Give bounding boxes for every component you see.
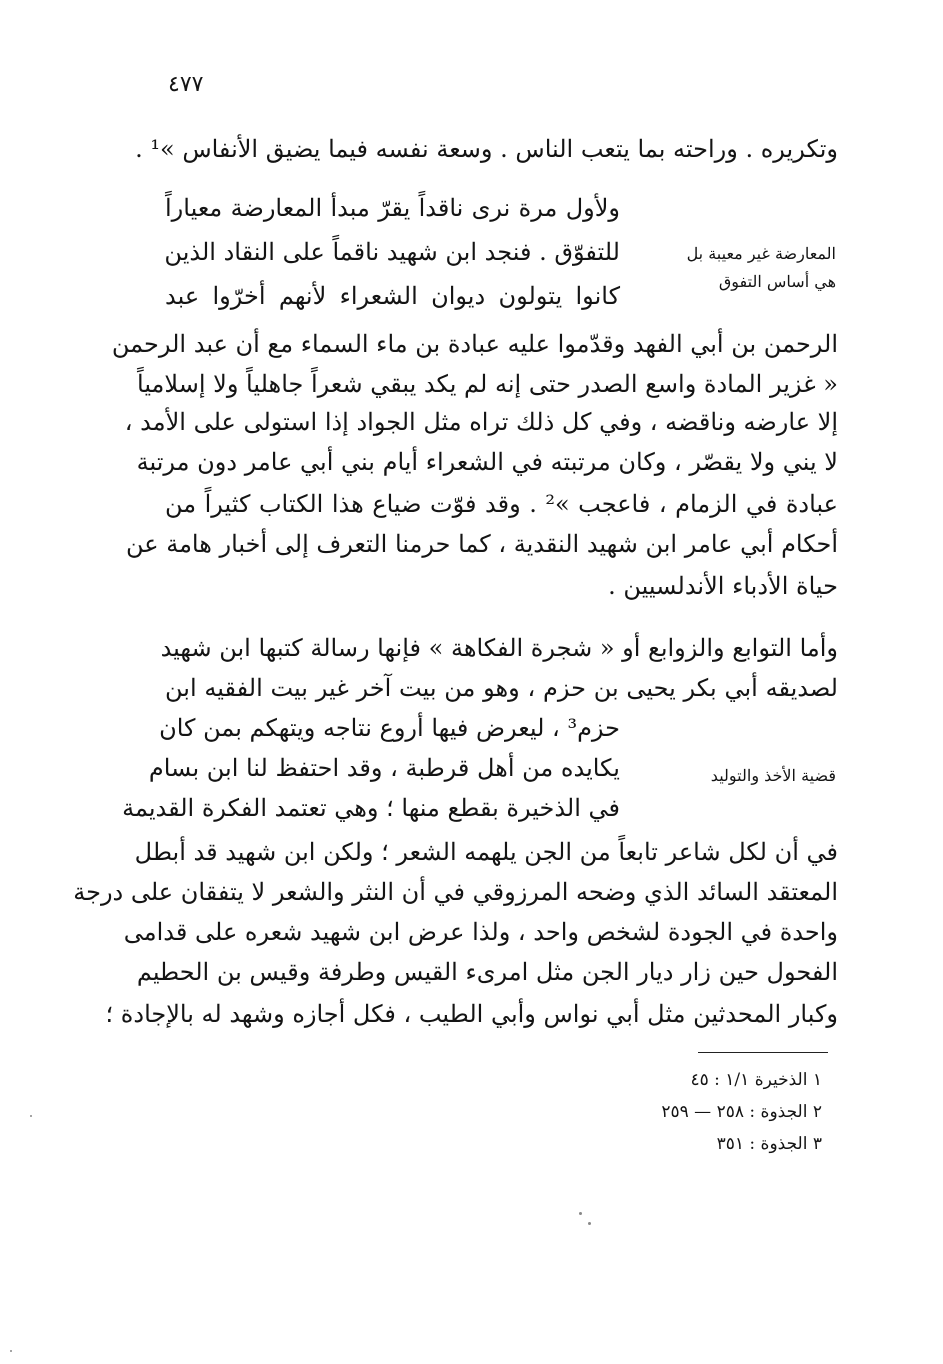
scan-speck [30, 1115, 32, 1117]
text-line: إلا عارضه وناقضه ، وفي كل ذلك تراه مثل الجواد إذا استولى على الأمد ، [124, 408, 838, 436]
text-line: وكبار المحدثين مثل أبي نواس وأبي الطيب ، فكل أجازه وشهد له بالإجادة ؛ [105, 1000, 838, 1028]
scan-speck [588, 1222, 591, 1225]
text-line: عبادة في الزمام ، فاعجب »² . وقد فوّت ضياع هذا الكتاب كثيراً من [165, 490, 838, 518]
scan-speck [579, 1212, 582, 1215]
scan-speck [10, 1350, 12, 1352]
text-line: المعتقد السائد الذي وضحه المرزوقي في أن النثر والشعر لا يتفقان على درجة [73, 878, 838, 906]
text-line: لا يني ولا يقصّر ، وكان مرتبته في الشعراء أيام بني أبي عامر دون مرتبة [136, 448, 838, 476]
footnote: ٣ الجذوة : ٣٥١ [716, 1134, 822, 1154]
page-number: ٤٧٧ [168, 72, 204, 97]
text-line: « غزير المادة واسع الصدر حتى إنه لم يكد يبقي شعراً جاهلياً ولا إسلامياً [137, 370, 838, 398]
margin-note-line: المعارضة غير معيبة بل [686, 244, 836, 263]
text-line: الرحمن بن أبي الفهد وقدّموا عليه عبادة بن ماء السماء مع أن عبد الرحمن [111, 330, 838, 358]
text-line: أحكام أبي عامر ابن شهيد النقدية ، كما حرمنا التعرف إلى أخبار هامة عن [125, 530, 838, 558]
text-line: وتكريره . وراحته بما يتعب الناس . وسعة نفسه فيما يضيق الأنفاس »¹ . [135, 135, 838, 163]
text-line: حزم³ ، ليعرض فيها أروع نتاجه ويتهكم بمن كان [159, 714, 620, 742]
footnote-divider [698, 1052, 828, 1053]
footnote: ١ الذخيرة ١/١ : ٤٥ [690, 1070, 822, 1090]
margin-note-line: قضية الأخذ والتوليد [710, 766, 836, 785]
text-line: ولأول مرة نرى ناقداً يقرّ مبدأ المعارضة معياراً [165, 194, 620, 222]
margin-note-line: هي أساس التفوق [718, 272, 836, 291]
text-line: يكايده من أهل قرطبة ، وقد احتفظ لنا ابن بسام [148, 754, 620, 782]
text-line: في الذخيرة بقطع منها ؛ وهي تعتمد الفكرة القديمة [122, 794, 620, 822]
text-line: وأما التوابع والزوابع أو « شجرة الفكاهة » فإنها رسالة كتبها ابن شهيد [160, 634, 838, 662]
text-line: حياة الأدباء الأندلسيين . [608, 572, 838, 600]
text-line: لصديقه أبي بكر يحيى بن حزم ، وهو من بيت آخر غير بيت الفقيه ابن [165, 674, 838, 702]
text-line: للتفوّق . فنجد ابن شهيد ناقماً على النقاد الذين [164, 238, 620, 266]
text-line: واحدة في الجودة لشخص واحد ، ولذا عرض ابن شهيد شعره على قدامى [123, 918, 838, 946]
text-line: كانوا يتولون ديوان الشعراء لأنهم أخرّوا عبد [165, 282, 620, 310]
text-line: الفحول حين زار ديار الجن مثل امرىء القيس وطرفة وقيس بن الحطيم [136, 958, 838, 986]
text-line: في أن لكل شاعر تابعاً من الجن يلهمه الشعر ؛ ولكن ابن شهيد قد أبطل [134, 838, 838, 866]
footnote: ٢ الجذوة : ٢٥٨ — ٢٥٩ [661, 1102, 822, 1122]
